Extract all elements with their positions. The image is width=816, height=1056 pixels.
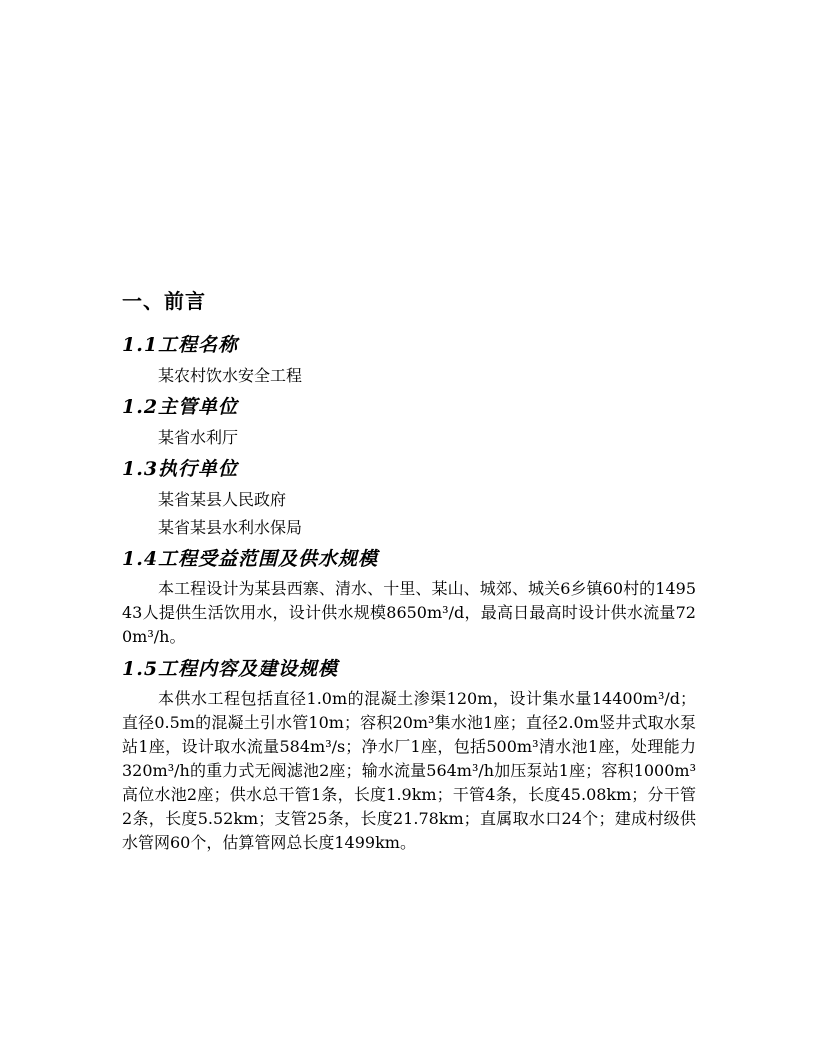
- project-name-text: 某农村饮水安全工程: [158, 366, 303, 385]
- section-title-benefit-scope: 1.4工程受益范围及供水规模: [122, 548, 379, 570]
- chapter-heading: 一、前言: [122, 289, 206, 313]
- benefit-scope-paragraph: 本工程设计为某县西寨、清水、十里、某山、城郊、城关6乡镇60村的149543人提供生活饮用水，设计供水规模8650m³/d，最高日最高时设计供水流量720m³/h。: [122, 579, 696, 646]
- section-title-construction-scale: 1.5工程内容及建设规模: [122, 658, 339, 680]
- executing-unit-line-2: 某省某县水利水保局: [158, 518, 303, 537]
- executing-unit-line-1: 某省某县人民政府: [158, 490, 287, 509]
- section-title-supervising-unit: 1.2主管单位: [122, 396, 239, 418]
- section-title-executing-unit: 1.3执行单位: [122, 458, 239, 480]
- document-content: [122, 285, 696, 861]
- section-title-project-name: 1.1工程名称: [122, 334, 239, 356]
- supervising-unit-text: 某省水利厅: [158, 428, 239, 447]
- construction-scale-paragraph: 本供水工程包括直径1.0m的混凝土渗渠120m，设计集水量14400m³/d；直径0.5m的混凝土引水管10m；容积20m³集水池1座；直径2.0m竖井式取水泵站1座，设计取水流量584m³/s；净水厂1座，包括500m³清水池1座，处理能力320m³/h的重力式无阀滤池2座；输水流量564m³/h加压泵站1座；容积1000m³高位水池2座；供水总干管1条，长度1.9km；干管4条，长度45.08km；分干管2条，长度5.52km；支管25条，长度21.78km；直属取水口24个；建成村级供水管网60个，估算管网总长度1499km。: [122, 689, 696, 852]
